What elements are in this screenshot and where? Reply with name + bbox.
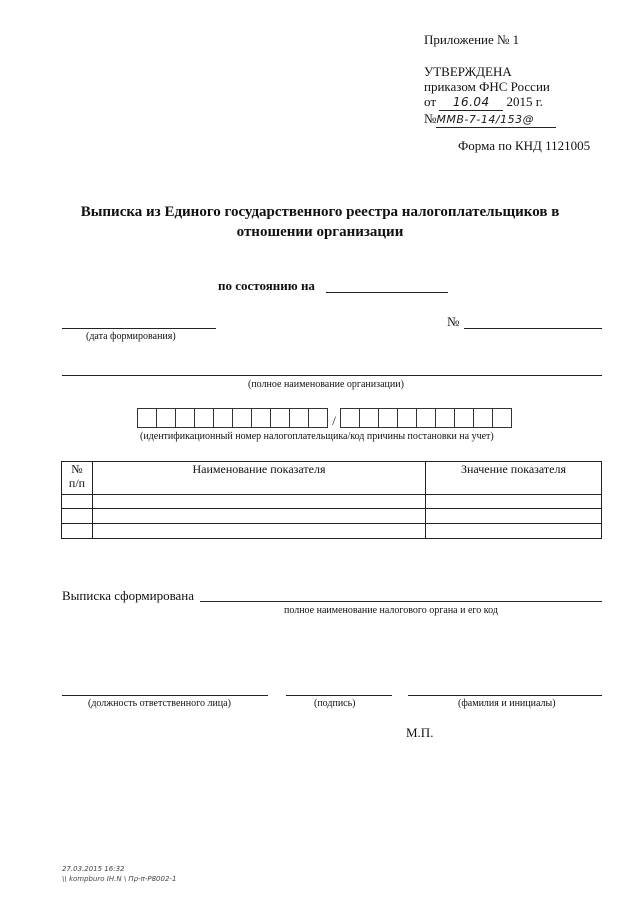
table-row <box>62 495 602 509</box>
number-handwritten: ММВ-7-14/153@ <box>436 112 556 128</box>
footer-path: \\ kompburo ΙΗ.Ν \ Πρ-π-Ρ8002-1 <box>62 875 177 883</box>
table-cell[interactable] <box>62 524 93 539</box>
stamp-label: М.П. <box>406 725 434 740</box>
kpp-cell[interactable] <box>417 408 436 428</box>
inn-cell[interactable] <box>233 408 252 428</box>
table-cell[interactable] <box>62 495 93 509</box>
inn-kpp-separator: / <box>332 413 336 428</box>
order-number <box>424 111 556 128</box>
table-cell[interactable] <box>62 509 93 524</box>
inn-cell[interactable] <box>214 408 233 428</box>
form-code: Форма по КНД 1121005 <box>458 138 591 153</box>
date-formed-caption: (дата формирования) <box>86 331 176 342</box>
issued-by-field[interactable] <box>200 601 602 602</box>
signature-caption: (подпись) <box>314 698 356 709</box>
date-formed-field[interactable] <box>62 328 216 329</box>
title-line-2: отношении организации <box>236 224 404 240</box>
inn-cell[interactable] <box>157 408 176 428</box>
inn-kpp-caption: (идентификационный номер налогоплательщика/код причины постановки на учет) <box>140 431 494 442</box>
as-of-label: по состоянию на <box>218 278 315 293</box>
inn-cell[interactable] <box>138 408 157 428</box>
order-date <box>424 94 543 111</box>
inn-cell[interactable] <box>176 408 195 428</box>
table-cell[interactable] <box>426 509 602 524</box>
full-name-caption: (фамилия и инициалы) <box>458 698 556 709</box>
kpp-cell[interactable] <box>379 408 398 428</box>
title-line-1: Выписка из Единого государственного реестра налогоплательщиков в <box>80 204 560 220</box>
header-num <box>62 462 93 495</box>
inn-cells <box>137 408 328 428</box>
header-name: Наименование показателя <box>93 462 426 495</box>
kpp-cell[interactable] <box>455 408 474 428</box>
header-num-line1: № <box>71 462 83 476</box>
kpp-cell[interactable] <box>474 408 493 428</box>
kpp-cell[interactable] <box>341 408 360 428</box>
date-suffix: 2015 г. <box>506 94 543 109</box>
number-field[interactable] <box>464 328 602 329</box>
full-name-field[interactable] <box>408 695 602 696</box>
inn-kpp-cells <box>137 408 512 428</box>
indicators-table-wrap <box>61 461 602 539</box>
number-label: № <box>447 314 460 329</box>
kpp-cell[interactable] <box>398 408 417 428</box>
table-cell[interactable] <box>426 495 602 509</box>
footer-timestamp: 27.03.2015 16:32 <box>62 865 125 873</box>
table-row <box>62 524 602 539</box>
table-header-row <box>62 462 602 495</box>
position-caption: (должность ответственного лица) <box>88 698 231 709</box>
inn-cell[interactable] <box>252 408 271 428</box>
document-title <box>40 202 600 242</box>
date-prefix: от <box>424 94 437 109</box>
org-name-field[interactable] <box>62 375 602 376</box>
number-prefix: № <box>424 111 437 126</box>
order-label: приказом ФНС России <box>424 79 550 94</box>
inn-cell[interactable] <box>309 408 328 428</box>
appendix-label: Приложение № 1 <box>424 32 520 47</box>
kpp-cell[interactable] <box>493 408 512 428</box>
table-cell[interactable] <box>93 524 426 539</box>
header-value: Значение показателя <box>426 462 602 495</box>
header-num-line2: п/п <box>68 476 86 490</box>
table-cell[interactable] <box>93 509 426 524</box>
table-row <box>62 509 602 524</box>
approved-label: УТВЕРЖДЕНА <box>424 64 512 79</box>
issued-by-caption: полное наименование налогового органа и его код <box>284 605 498 616</box>
issued-by-label: Выписка сформирована <box>62 588 195 603</box>
inn-cell[interactable] <box>271 408 290 428</box>
kpp-cells <box>340 408 512 428</box>
indicators-table <box>61 461 602 539</box>
kpp-cell[interactable] <box>436 408 455 428</box>
kpp-cell[interactable] <box>360 408 379 428</box>
table-cell[interactable] <box>93 495 426 509</box>
table-cell[interactable] <box>426 524 602 539</box>
signature-field[interactable] <box>286 695 392 696</box>
position-field[interactable] <box>62 695 268 696</box>
inn-cell[interactable] <box>290 408 309 428</box>
as-of-field[interactable] <box>326 292 448 293</box>
inn-cell[interactable] <box>195 408 214 428</box>
org-name-caption: (полное наименование организации) <box>248 379 404 390</box>
date-handwritten: 16.04 <box>439 95 503 111</box>
